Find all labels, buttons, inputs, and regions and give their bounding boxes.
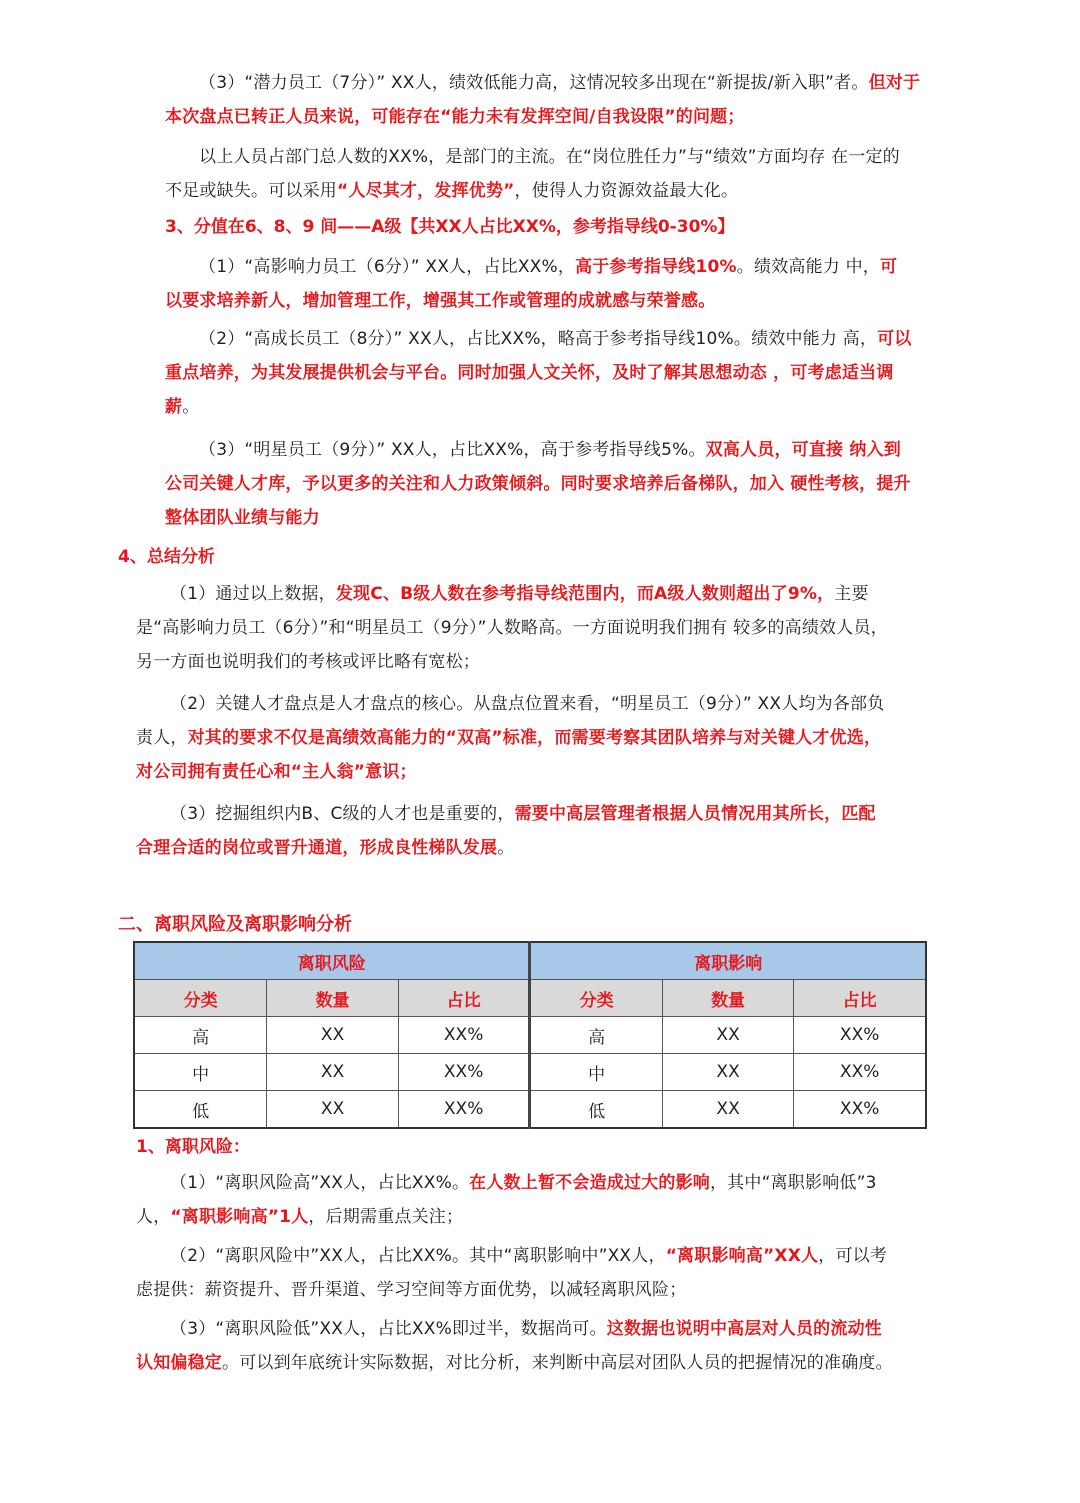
text-normal: 。可以到年底统计实际数据，对比分析，来判断中高层对团队人员的把握情况的准确度。 [222, 1353, 893, 1373]
cell-category: 低 [134, 1091, 267, 1129]
text-normal: （1）“高影响力员工（6分）” XX人，占比XX%， [199, 257, 576, 277]
paragraph-potential-staff [165, 66, 925, 134]
text-emphasis: 发现C、B级人数在参考指导线范围内，而A级人数则超出了9%， [335, 584, 835, 604]
text-normal: （3）“离职风险低”XX人，占比XX%即过半，数据尚可。 [170, 1319, 607, 1339]
text-emphasis: 但对于本次盘点已转正人员来说，可能存在“能力未有发挥空间/自我设限”的问题； [165, 73, 921, 127]
text-normal: 。 [497, 838, 515, 858]
cell-ratio: XX% [398, 1054, 530, 1091]
cell-count: XX [662, 1091, 793, 1129]
table-row [134, 1091, 926, 1129]
cell-count: XX [267, 1091, 398, 1129]
turnover-table [133, 941, 927, 1129]
cell-ratio: XX% [398, 1091, 530, 1129]
text-normal: ，使得人力资源效益最大化。 [514, 181, 739, 201]
col-header-ratio: 占比 [398, 980, 530, 1017]
col-header-category: 分类 [530, 980, 662, 1017]
group-header-risk: 离职风险 [134, 942, 530, 980]
text-normal: 以上人员占部门总人数的XX%，是部门的主流。在“岗位胜任力”与“绩效”方面均存 在一定的不足或缺失。可以采用 [165, 147, 900, 201]
cell-count: XX [267, 1017, 398, 1054]
cell-count: XX [662, 1017, 793, 1054]
cell-category: 中 [530, 1054, 662, 1091]
text-normal: （2）“离职风险中”XX人，占比XX%。其中“离职影响中”XX人， [170, 1246, 666, 1266]
col-header-ratio: 占比 [794, 980, 926, 1017]
col-header-count: 数量 [267, 980, 398, 1017]
text-normal: 主要是“高影响力员工（6分）”和“明星员工（9分）”人数略高。一方面说明我们拥有 较多的高绩效人员，另一方面也说明我们的考核或评比略有宽松； [136, 584, 888, 672]
text-emphasis: 可以重点培养，为其发展提供机会与平台。同时加强人文关怀，及时了解其思想动态 ，可考虑适当调薪 [165, 329, 912, 417]
cell-ratio: XX% [794, 1054, 926, 1091]
text-normal: （2）“高成长员工（8分）” XX人，占比XX%，略高于参考指导线10%。绩效中能力 高， [199, 329, 878, 349]
table-row [134, 1054, 926, 1091]
cell-category: 高 [134, 1017, 267, 1054]
paragraph-summary-3 [136, 797, 891, 865]
heading-turnover-risk: 1、离职风险： [136, 1137, 250, 1157]
paragraph-summary-2 [136, 687, 891, 789]
text-normal: ，后期需重点关注； [308, 1207, 464, 1227]
paragraph-high-growth-staff [165, 322, 920, 424]
group-header-impact: 离职影响 [530, 942, 926, 980]
heading-summary-analysis: 4、总结分析 [118, 547, 215, 567]
heading-a-level: 3、分值在6、8、9 间——A级【共XX人占比XX%，参考指导线0-30%】 [165, 217, 735, 237]
cell-category: 中 [134, 1054, 267, 1091]
text-normal: ，可以考虑提供：薪资提升、晋升渠道、学习空间等方面优势，以减轻离职风险； [136, 1246, 888, 1300]
heading-turnover-analysis: 二、离职风险及离职影响分析 [118, 914, 352, 935]
cell-ratio: XX% [794, 1017, 926, 1054]
text-emphasis: 在人数上暂不会造成过大的影响 [469, 1173, 710, 1193]
text-normal: 。绩效高能力 中， [736, 257, 881, 277]
table-row [134, 1017, 926, 1054]
text-normal: （3）“明星员工（9分）” XX人，占比XX%，高于参考指导线5%。 [199, 440, 706, 460]
text-normal: （1）通过以上数据， [170, 584, 336, 604]
cell-ratio: XX% [398, 1017, 530, 1054]
paragraph-mainstream-summary [165, 140, 905, 208]
text-emphasis: “离职影响高”1人 [170, 1207, 309, 1227]
paragraph-star-staff [165, 433, 915, 535]
text-normal: 。 [182, 397, 200, 417]
paragraph-high-impact-staff [165, 250, 910, 318]
text-emphasis: 可以要求培养新人，增加管理工作，增强其工作或管理的成就感与荣誉感。 [165, 257, 898, 311]
text-normal: （3）“潜力员工（7分）” XX人，绩效低能力高，这情况较多出现在“新提拔/新入职”者。 [199, 73, 869, 93]
text-normal: （2）关键人才盘点是人才盘点的核心。从盘点位置来看，“明星员工（9分）” XX人均为各部负责人， [136, 694, 885, 748]
paragraph-high-risk [136, 1166, 896, 1234]
text-emphasis: 高于参考指导线10% [575, 257, 737, 277]
text-emphasis: 对其的要求不仅是高绩效高能力的“双高”标准，而需要考察其团队培养与对关键人才优选，对公司拥有责任心和“主人翁”意识； [136, 728, 882, 782]
col-header-category: 分类 [134, 980, 267, 1017]
cell-count: XX [267, 1054, 398, 1091]
text-normal: （3）挖掘组织内B、C级的人才也是重要的， [170, 804, 515, 824]
cell-ratio: XX% [794, 1091, 926, 1129]
text-emphasis: “人尽其才，发挥优势” [337, 181, 515, 201]
cell-category: 低 [530, 1091, 662, 1129]
text-emphasis: “离职影响高”XX人 [665, 1246, 819, 1266]
text-normal: （1）“离职风险高”XX人，占比XX%。 [170, 1173, 470, 1193]
text-normal: ，其中“离职影响低”3人， [136, 1173, 877, 1227]
text-emphasis: 双高人员，可直接 纳入到公司关键人才库，予以更多的关注和人力政策倾斜。同时要求培养后备梯队，加入 硬性考核，提升整体团队业绩与能力 [165, 440, 911, 528]
col-header-count: 数量 [662, 980, 793, 1017]
paragraph-summary-1 [136, 577, 901, 679]
paragraph-low-risk [136, 1312, 896, 1380]
text-emphasis: 这数据也说明中高层对人员的流动性认知偏稳定 [136, 1319, 882, 1373]
cell-category: 高 [530, 1017, 662, 1054]
text-emphasis: 需要中高层管理者根据人员情况用其所长，匹配合理合适的岗位或晋升通道，形成良性梯队发展 [136, 804, 876, 858]
cell-count: XX [662, 1054, 793, 1091]
paragraph-medium-risk [136, 1239, 896, 1307]
